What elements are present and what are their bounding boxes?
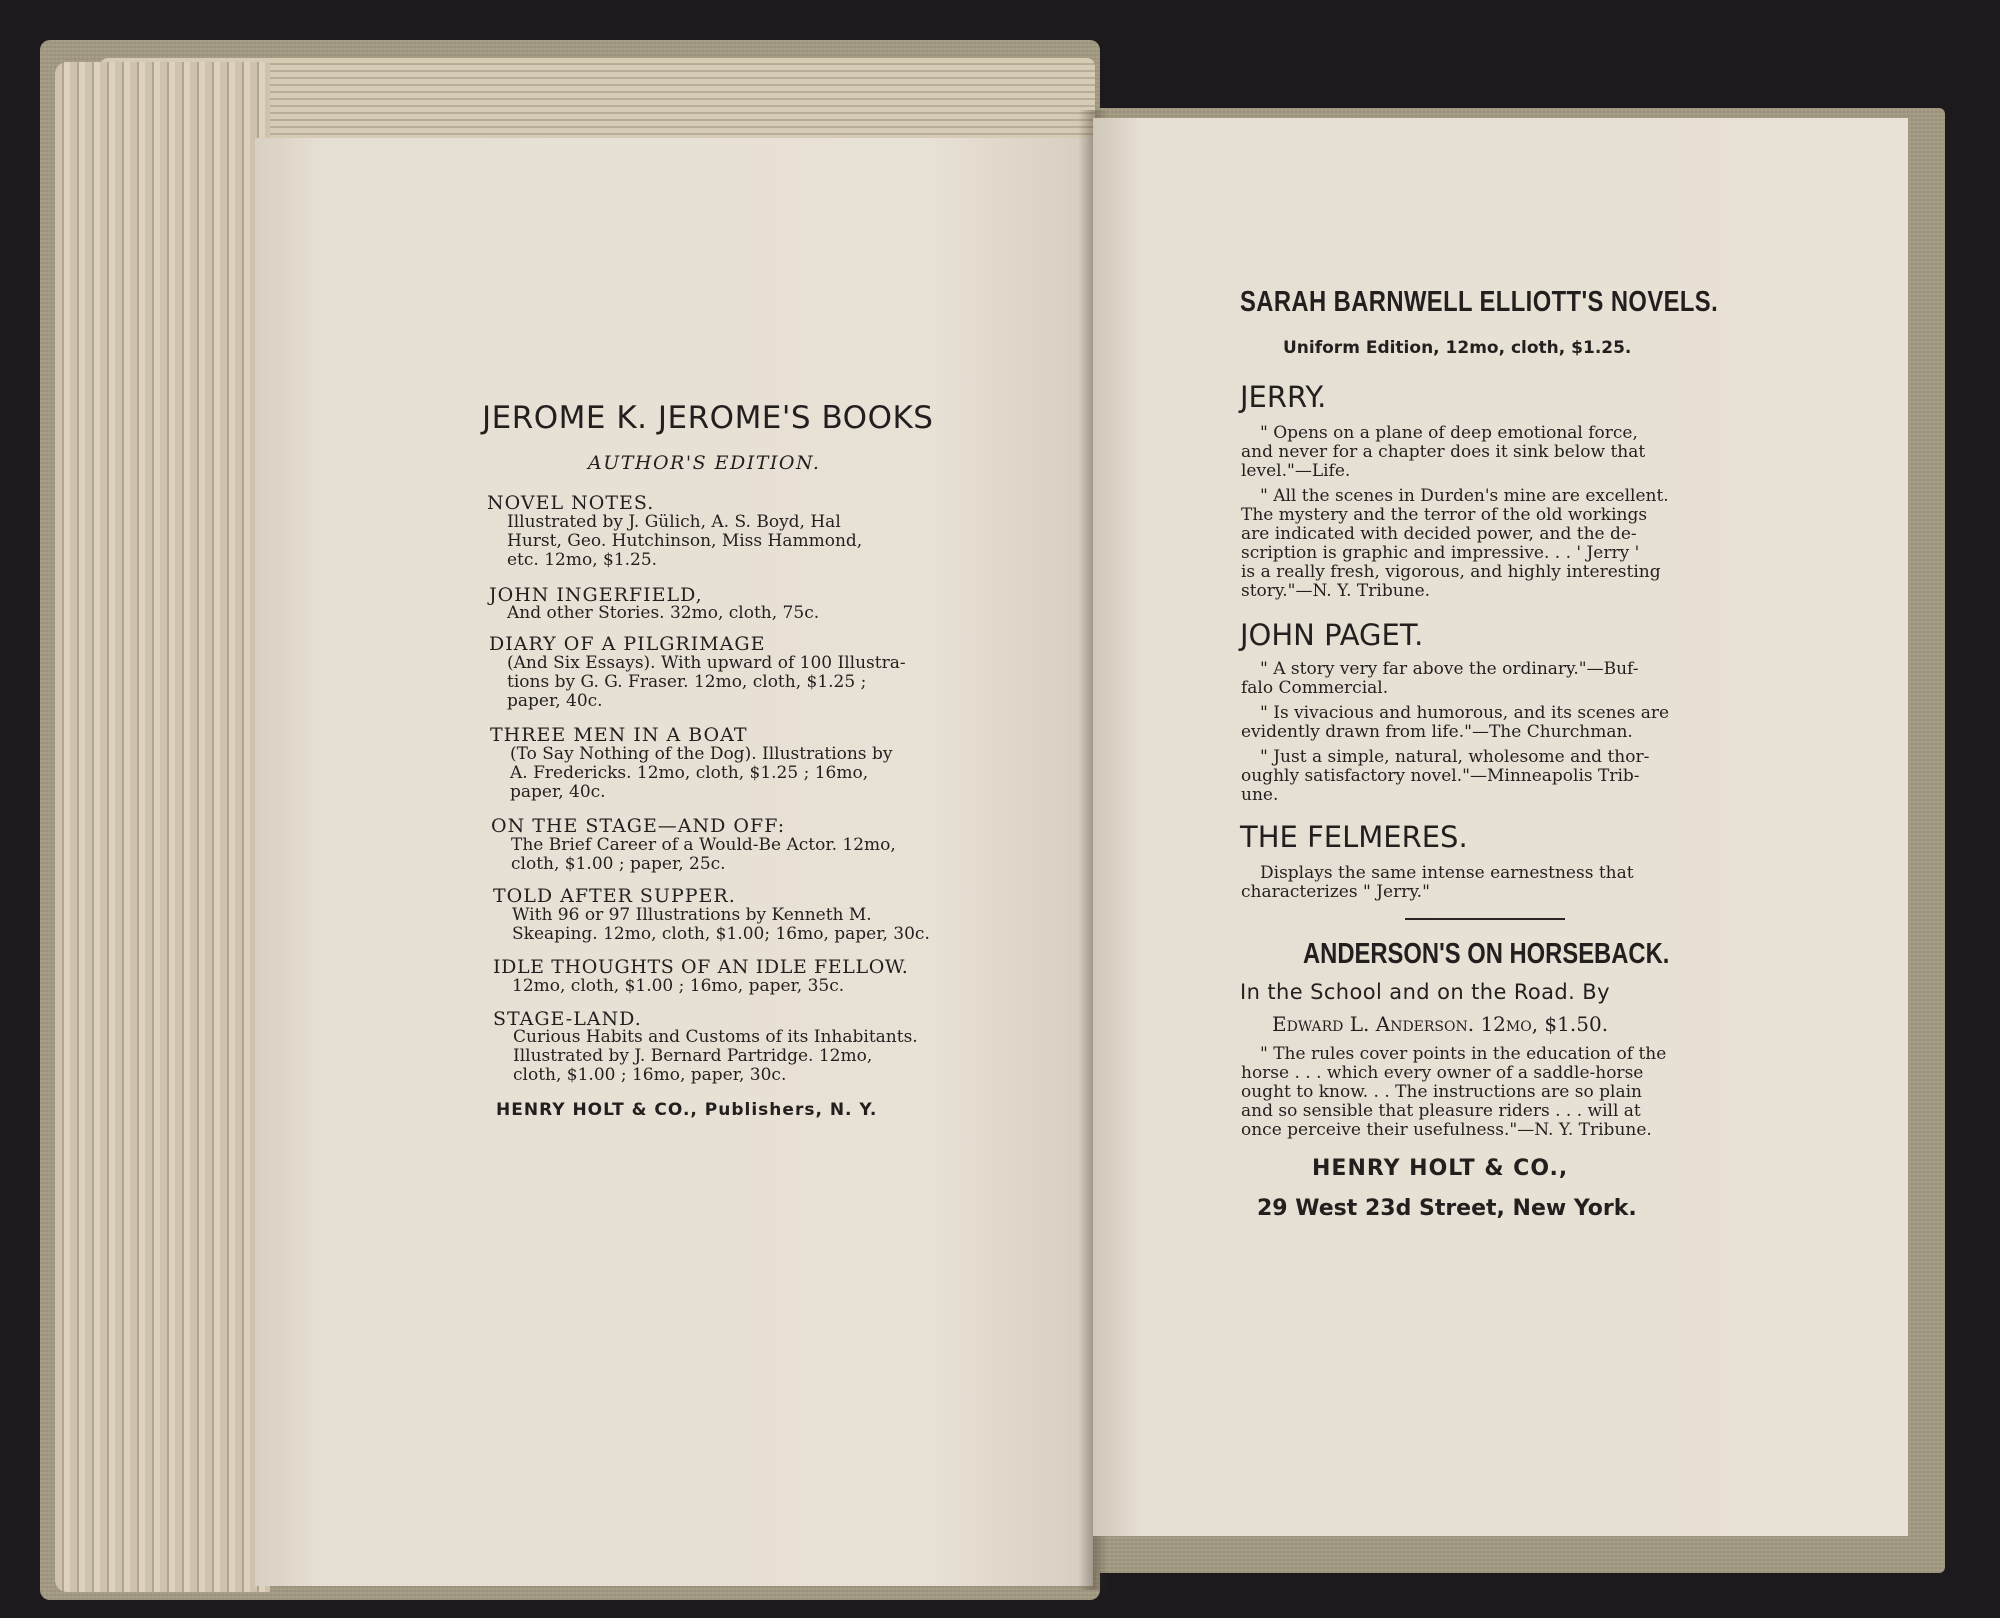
book-title: IDLE THOUGHTS OF AN IDLE FELLOW. bbox=[493, 956, 909, 978]
book-title: ON THE STAGE—AND OFF: bbox=[491, 815, 786, 837]
review-line: level."—Life. bbox=[1241, 461, 1351, 481]
anderson-title: ANDERSON'S ON HORSEBACK. bbox=[1303, 938, 1670, 970]
book-title: STAGE-LAND. bbox=[493, 1008, 642, 1030]
review-line: " Is vivacious and humorous, and its scenes are bbox=[1260, 703, 1670, 723]
book-description-line: paper, 40c. bbox=[510, 782, 606, 802]
review-line: " The rules cover points in the education of the bbox=[1260, 1044, 1667, 1064]
review-line: are indicated with decided power, and the de- bbox=[1241, 524, 1637, 544]
left-page-subtitle: AUTHOR'S EDITION. bbox=[588, 452, 821, 474]
book-description-line: With 96 or 97 Illustrations by Kenneth M. bbox=[512, 905, 872, 925]
review-line: " A story very far above the ordinary."—Buf- bbox=[1260, 659, 1639, 679]
right-page bbox=[1093, 118, 1908, 1536]
review-line: once perceive their usefulness."—N. Y. Tribune. bbox=[1241, 1120, 1652, 1140]
book-description-line: And other Stories. 32mo, cloth, 75c. bbox=[507, 603, 820, 623]
novel-title-jerry: JERRY. bbox=[1240, 380, 1327, 414]
right-page-publisher-name: HENRY HOLT & CO., bbox=[1312, 1156, 1569, 1181]
book-description-line: cloth, $1.00 ; paper, 25c. bbox=[511, 854, 726, 874]
anderson-line-1: In the School and on the Road. By bbox=[1240, 980, 1610, 1004]
book-description-line: tions by G. G. Fraser. 12mo, cloth, $1.25 ; bbox=[507, 672, 867, 692]
review-line: story."—N. Y. Tribune. bbox=[1241, 581, 1431, 601]
left-page-publisher: HENRY HOLT & CO., Publishers, N. Y. bbox=[496, 1100, 878, 1120]
page-block-fore-edge bbox=[55, 62, 270, 1592]
review-line: and never for a chapter does it sink below that bbox=[1241, 442, 1646, 462]
review-line: " Just a simple, natural, wholesome and thor- bbox=[1260, 747, 1650, 767]
book-description-line: Illustrated by J. Bernard Partridge. 12mo, bbox=[513, 1046, 873, 1066]
review-line: ought to know. . . The instructions are so plain bbox=[1241, 1082, 1642, 1102]
book-description-line: Hurst, Geo. Hutchinson, Miss Hammond, bbox=[507, 531, 863, 551]
review-line: horse . . . which every owner of a saddle-horse bbox=[1241, 1063, 1644, 1083]
book-title: THREE MEN IN A BOAT bbox=[490, 724, 748, 746]
book-description-line: (To Say Nothing of the Dog). Illustrations by bbox=[510, 744, 893, 764]
book-description-line: paper, 40c. bbox=[507, 691, 603, 711]
edition-line: Uniform Edition, 12mo, cloth, $1.25. bbox=[1283, 338, 1632, 358]
book-description-line: A. Fredericks. 12mo, cloth, $1.25 ; 16mo, bbox=[510, 763, 869, 783]
book-title: JOHN INGERFIELD, bbox=[489, 584, 703, 606]
book-description-line: The Brief Career of a Would-Be Actor. 12mo, bbox=[511, 835, 896, 855]
novel-title-john-paget: JOHN PAGET. bbox=[1240, 618, 1424, 652]
right-page-title: SARAH BARNWELL ELLIOTT'S NOVELS. bbox=[1240, 286, 1719, 318]
book-title: DIARY OF A PILGRIMAGE bbox=[489, 633, 766, 655]
book-description-line: Illustrated by J. Gülich, A. S. Boyd, Hal bbox=[507, 512, 841, 532]
book-description-line: cloth, $1.00 ; 16mo, paper, 30c. bbox=[513, 1065, 787, 1085]
book-description-line: Skeaping. 12mo, cloth, $1.00; 16mo, paper, 30c. bbox=[512, 924, 930, 944]
review-line: Displays the same intense earnestness that bbox=[1260, 863, 1634, 883]
review-line: is a really fresh, vigorous, and highly interesting bbox=[1241, 562, 1661, 582]
right-page-publisher-address: 29 West 23d Street, New York. bbox=[1257, 1196, 1637, 1221]
book-description-line: 12mo, cloth, $1.00 ; 16mo, paper, 35c. bbox=[512, 976, 845, 996]
review-line: " Opens on a plane of deep emotional force, bbox=[1260, 423, 1638, 443]
anderson-line-2: Edward L. Anderson. 12mo, $1.50. bbox=[1272, 1012, 1609, 1036]
book-description-line: (And Six Essays). With upward of 100 Illustra- bbox=[507, 653, 906, 673]
review-line: une. bbox=[1241, 785, 1279, 805]
left-page-title: JEROME K. JEROME'S BOOKS bbox=[482, 400, 934, 436]
book-description-line: Curious Habits and Customs of its Inhabitants. bbox=[513, 1027, 918, 1047]
book-title: TOLD AFTER SUPPER. bbox=[493, 885, 736, 907]
review-line: characterizes " Jerry." bbox=[1241, 882, 1430, 902]
review-line: The mystery and the terror of the old workings bbox=[1241, 505, 1648, 525]
review-line: falo Commercial. bbox=[1241, 678, 1389, 698]
novel-title-felmeres: THE FELMERES. bbox=[1240, 820, 1468, 854]
review-line: and so sensible that pleasure riders . . . will at bbox=[1241, 1101, 1641, 1121]
book-title: NOVEL NOTES. bbox=[487, 492, 655, 514]
review-line: evidently drawn from life."—The Churchman. bbox=[1241, 722, 1633, 742]
review-line: oughly satisfactory novel."—Minneapolis Trib- bbox=[1241, 766, 1640, 786]
review-line: " All the scenes in Durden's mine are excellent. bbox=[1260, 486, 1669, 506]
review-line: scription is graphic and impressive. . . ' Jerry ' bbox=[1241, 543, 1640, 563]
section-divider bbox=[1405, 918, 1565, 920]
book-description-line: etc. 12mo, $1.25. bbox=[507, 550, 658, 570]
